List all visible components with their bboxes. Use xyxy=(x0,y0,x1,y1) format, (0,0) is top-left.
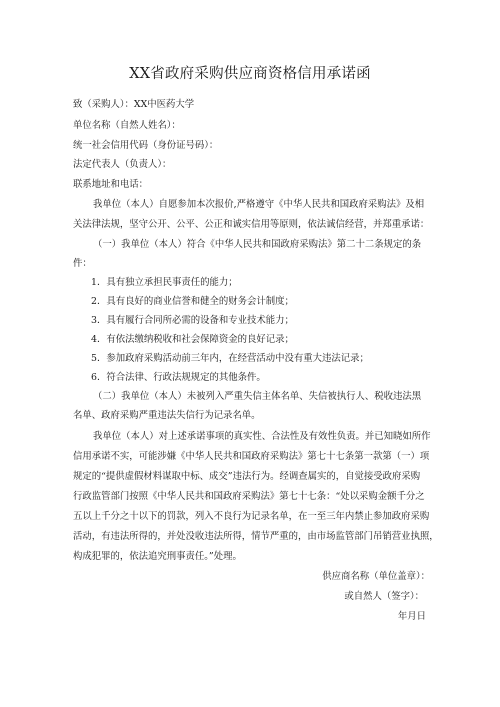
recipient-line: 致（采购人）：XX中医药大学 xyxy=(73,99,195,110)
legal-rep-field: 法定代表人（负责人）： xyxy=(73,159,172,170)
intro-paragraph-line: 关法律法规，坚守公开、公平、公正和诚实信用等原则，依法诚信经营，并郑重承诺： xyxy=(73,219,430,230)
responsibility-paragraph-line: 构成犯罪的，依法追究刑事责任。”处理。 xyxy=(73,551,242,562)
person-signature-line: 或自然人（签字）： xyxy=(344,591,424,602)
intro-paragraph-line: 我单位（本人）自愿参加本次报价,严格遵守《中华人民共和国政府采购法》及相 xyxy=(93,199,425,210)
responsibility-paragraph-line: 我单位（本人）对上述承诺事项的真实性、合法性及有效性负责。并已知晓如所作 xyxy=(93,431,431,442)
responsibility-paragraph-line: 行政监管部门按照《中华人民共和国政府采购法》第七十七条：“处以采购金额千分之 xyxy=(73,491,425,502)
condition-item: 4．有依法缴纳税收和社会保障资金的良好记录； xyxy=(91,334,294,345)
credit-code-field: 统一社会信用代码（身份证号码）： xyxy=(73,140,219,151)
document-title: XX省政府采购供应商资格信用承诺函 xyxy=(129,66,371,82)
clause-one-line: （一）我单位（本人）符合《中华人民共和国政府采购法》第二十二条规定的条 xyxy=(93,239,422,250)
condition-item: 5．参加政府采购活动前三年内，在经营活动中没有重大违法记录； xyxy=(91,353,369,364)
responsibility-paragraph-line: 信用承诺不实，可能涉嫌《中华人民共和国政府采购法》第七十七条第一款第（一）项 xyxy=(73,451,430,462)
contact-field: 联系地址和电话： xyxy=(73,179,149,190)
responsibility-paragraph-line: 规定的“提供虚假材料谋取中标、成交”违法行为。经调查属实的，自觉接受政府采购 xyxy=(73,471,421,482)
unit-name-field: 单位名称（自然人姓名）： xyxy=(73,120,181,131)
date-line: 年月日 xyxy=(397,611,426,622)
condition-item: 2．具有良好的商业信誉和健全的财务会计制度； xyxy=(91,296,294,307)
supplier-signature-line: 供应商名称（单位盖章）： xyxy=(322,571,430,582)
responsibility-paragraph-line: 活动，有违法所得的，并处没收违法所得，情节严重的，由市场监管部门吊销营业执照， xyxy=(73,531,439,542)
clause-one-line: 件： xyxy=(73,258,92,269)
condition-item: 6．符合法律、行政法规规定的其他条件。 xyxy=(91,372,266,383)
condition-item: 1．具有独立承担民事责任的能力； xyxy=(91,277,238,288)
responsibility-paragraph-line: 五以上千分之十以下的罚款，列入不良行为记录名单，在一至三年内禁止参加政府采购 xyxy=(73,511,430,522)
clause-two-line: （二）我单位（本人）未被列入严重失信主体名单、失信被执行人、税收违法黑 xyxy=(93,391,422,402)
clause-two-line: 名单、政府采购严重违法失信行为记录名单。 xyxy=(73,410,261,421)
condition-item: 3．具有履行合同所必需的设备和专业技术能力； xyxy=(91,315,294,326)
